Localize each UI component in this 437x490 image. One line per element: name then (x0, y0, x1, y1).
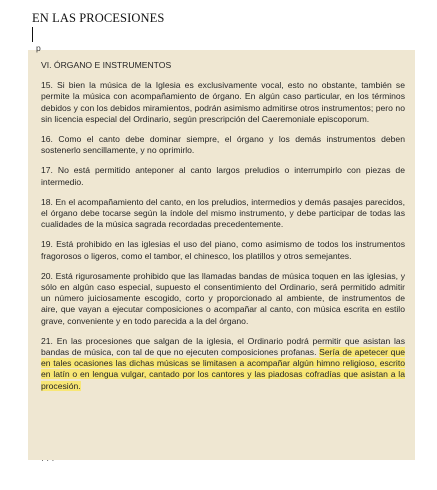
highlighted-text: Sería de apetecer que en tales ocasiones las dichas músicas se limitasen a acompañar algún himno religioso, escrito en latín o en lengua vulgar, cantado por los cantores y las piadosas cofradías que asistan a la procesión. (41, 347, 406, 391)
page-content (41, 60, 405, 401)
cut-off-bottom-text: · · · (41, 455, 55, 465)
section-heading: VI. ÓRGANO E INSTRUMENTOS (41, 60, 172, 70)
paragraph-17: 17. No está permitido anteponer al canto largos preludios o interrumpirlo con piezas de intermedio. (41, 165, 405, 187)
scanned-page-image (28, 43, 415, 465)
text-cursor (32, 27, 33, 42)
paragraph-16: 16. Como el canto debe dominar siempre, el órgano y los demás instrumentos deben sostenerlo sencillamente, y no oprimirlo. (41, 134, 405, 156)
paragraph-15: 15. Si bien la música de la Iglesia es exclusivamente vocal, esto no obstante, también se permite la música con acompañamiento de órgano. En algún caso particular, en los términos debidos y con los debidos miramientos, podrán asimismo admitirse otros instrumentos; pero no sin licencia especial del Ordinario, según prescripción del Caeremoniale episcoporum. (41, 80, 405, 124)
document-title: EN LAS PROCESIONES (32, 11, 165, 25)
paragraph-20: 20. Está rigurosamente prohibido que las llamadas bandas de música toquen en las iglesias, y sólo en algún caso especial, supuesto el consentimiento del Ordinario, será permitido admitir un número juiciosamente escogido, corto y proporcionado al ambiente, de instrumentos de aire, que vayan a ejecutar composiciones o acompañar al canto, con música escrita en estilo grave, conveniente y en todo parecida a la del órgano. (41, 270, 405, 326)
cut-off-top-text: p (36, 43, 41, 53)
paragraph-21-text: 21. En las procesiones que salgan de la iglesia, el Ordinario podrá permitir que asistan las bandas de música, con tal de que no ejecuten composiciones profanas. (41, 335, 405, 358)
paragraph-19: 19. Está prohibido en las iglesias el uso del piano, como asimismo de todos los instrumentos fragorosos o ligeros, como el tambor, el chinesco, los platillos y otros semejantes. (41, 239, 405, 261)
paragraph-21 (41, 336, 405, 392)
paragraph-18: 18. En el acompañamiento del canto, en los preludios, intermedios y demás pasajes parecidos, el órgano debe tocarse según la índole del mismo instrumento, y debe participar de todas las cualidades de la música sagrada recordadas precedentemente. (41, 196, 405, 230)
